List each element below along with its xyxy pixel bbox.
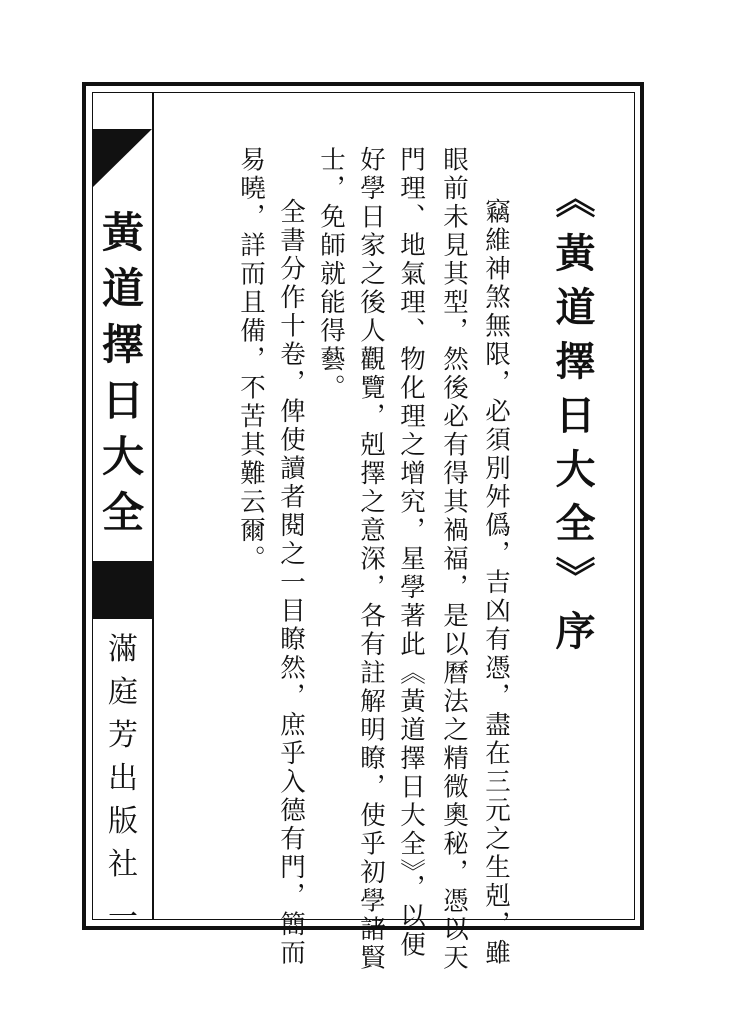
preface-column-7: 易曉，詳而且備，不苦其難云爾。 [236, 146, 266, 574]
publisher-char: 庭 [108, 675, 138, 710]
publisher-char: 滿 [108, 632, 138, 667]
preface-column-2: 眼前未見其型，然後必有得其禍福，是以曆法之精微奧秘，憑以天 [439, 146, 469, 973]
spine-title-char: 黃 [101, 208, 144, 257]
spine-divider [152, 92, 154, 920]
spine-title-char: 擇 [101, 320, 144, 369]
publisher-char: 出 [108, 761, 138, 796]
publisher-char: 版 [108, 804, 138, 839]
preface-column-5: 士，免師就能得藝。 [316, 146, 346, 403]
spine-title-char: 大 [101, 432, 144, 481]
spine-title [98, 205, 148, 541]
fishtail-mark [93, 129, 152, 187]
preface-column-1: 竊維神煞無限，必須別舛僞，吉凶有憑，盡在三元之生剋，雖 [481, 198, 511, 968]
preface-title: 《黃道擇日大全》序 [549, 178, 595, 664]
publisher-char: 芳 [108, 718, 138, 753]
preface-column-6: 全書分作十卷，俾使讀者閱之一目瞭然，庶乎入德有門，簡而 [276, 198, 306, 968]
page-number: 一 [108, 900, 138, 935]
preface-column-4: 好學日家之後人觀覽，剋擇之意深，各有註解明瞭，使乎初學諸賢 [356, 146, 386, 973]
spine-black-band [93, 561, 152, 619]
publisher-char: 社 [108, 847, 138, 882]
spine-publisher [102, 628, 144, 939]
spine-title-char: 道 [101, 264, 144, 313]
preface-column-3: 門理、地氣理、物化理之增究，星學著此《黃道擇日大全》，以便 [396, 146, 426, 960]
spine-title-char: 全 [101, 488, 144, 537]
spine-title-char: 日 [101, 376, 144, 425]
